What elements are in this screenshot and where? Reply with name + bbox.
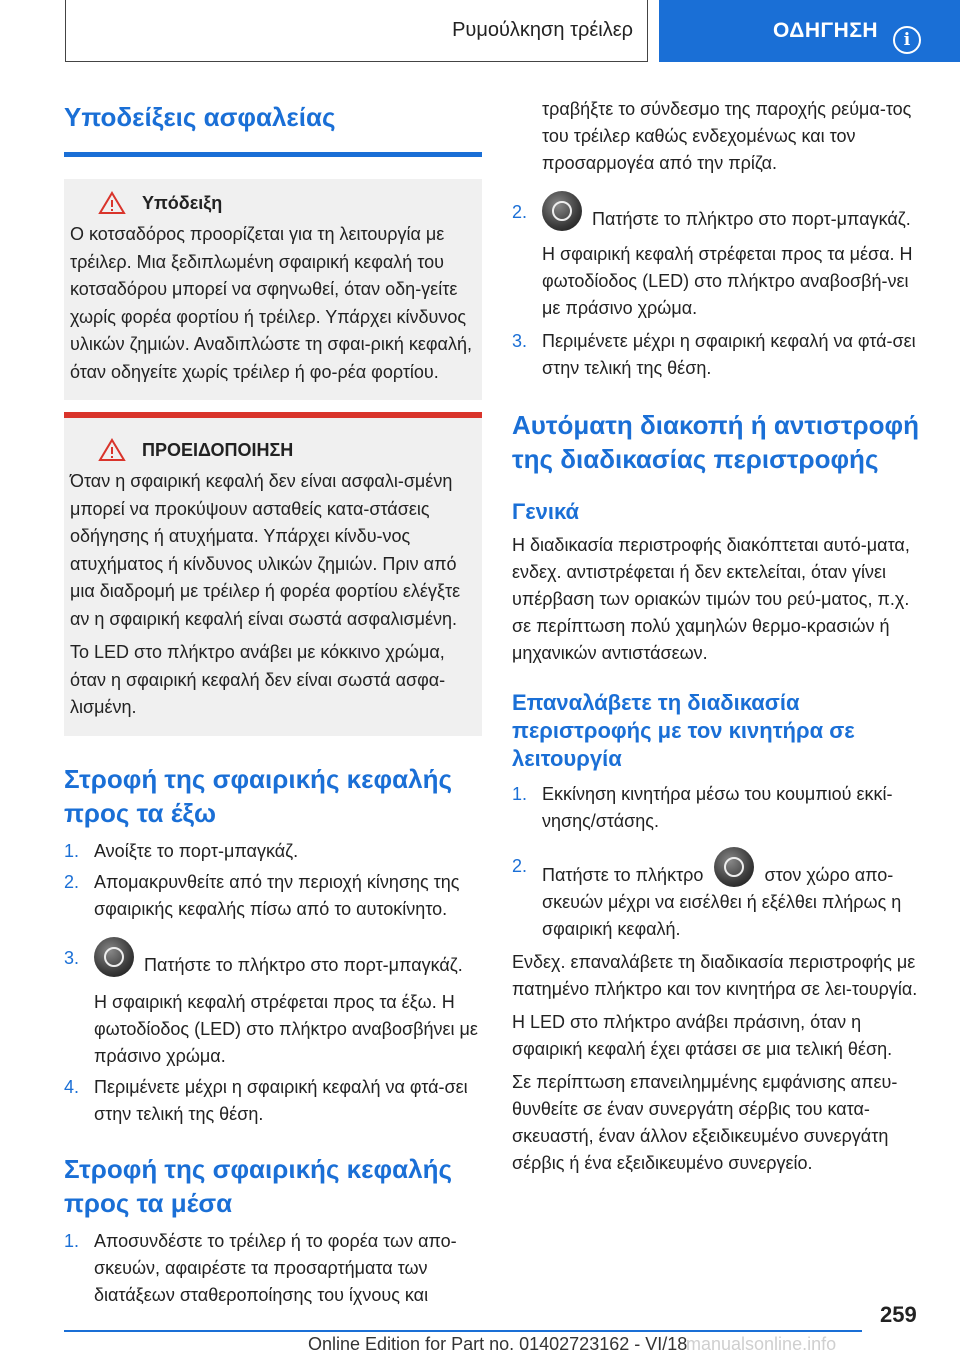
watermark: manualsonline.info bbox=[686, 1334, 837, 1354]
header-chapter-label: ΟΔΗΓΗΣΗ bbox=[773, 19, 879, 42]
left-column bbox=[64, 100, 482, 1309]
footer-rule bbox=[64, 1330, 862, 1332]
warning-title-row bbox=[70, 438, 474, 462]
general-title: Γενικά bbox=[512, 499, 580, 524]
header-section-label: Ρυμούλκηση τρέιλερ bbox=[452, 19, 633, 41]
footer-edition: Online Edition for Part no. 01402723162 - VI/18 bbox=[308, 1334, 688, 1354]
auto-stop-title: Αυτόματη διακοπή ή αντιστροφή της διαδικασίας περιστροφής bbox=[512, 410, 919, 474]
swing-out-steps bbox=[64, 838, 482, 1128]
list-item: 2. Πατήστε το πλήκτρο στον χώρο απο-σκευών μέχρι να εισέλθει ή εξέλθει πλήρως η σφαιρική κεφαλή. bbox=[512, 847, 926, 943]
trailer-hitch-button-icon bbox=[714, 847, 754, 887]
warning-box bbox=[64, 418, 482, 736]
list-item: 2. Πατήστε το πλήκτρο στο πορτ-μπαγκάζ. Η σφαιρική κεφαλή στρέφεται προς τα μέσα. Η φωτοδίοδος (LED) στο πλήκτρο αναβοσβή-νει με πράσινο χρώμα. bbox=[512, 191, 926, 322]
swing-in-steps bbox=[64, 1228, 482, 1309]
swing-out-title: Στροφή της σφαιρικής κεφαλής προς τα έξω bbox=[64, 763, 452, 828]
warning-triangle-icon bbox=[98, 191, 126, 215]
warning-title: ΠΡΟΕΙΔΟΠΟΙΗΣΗ bbox=[142, 439, 294, 460]
repeat-note-2: Η LED στο πλήκτρο ανάβει πράσινη, όταν η σφαιρική κεφαλή έχει φτάσει σε μια τελική θέση. bbox=[512, 1012, 893, 1059]
warning-triangle-icon bbox=[98, 438, 126, 462]
repeat-note-1: Ενδεχ. επαναλάβετε τη διαδικασία περιστροφής με πατημένο πλήκτρο και τον κινητήρα σε λει-τουργία. bbox=[512, 952, 918, 999]
swing-in-title: Στροφή της σφαιρικής κεφαλής προς τα μέσα bbox=[64, 1153, 452, 1218]
note-text: Ο κοτσαδόρος προορίζεται για τη λειτουργία με τρέιλερ. Μια ξεδιπλωμένη σφαιρική κεφαλή του κοτσαδόρου μπορεί να σφηνωθεί, όταν οδη-γείτε χωρίς φορέα φορτίου ή τρέιλερ. Υπάρχει κίνδυνος υλικών ζημιών. Αναδιπλώστε τη σφαι-ρική κεφαλή, όταν οδηγείτε χωρίς τρέιλερ ή φο-ρέα φορτίου. bbox=[70, 224, 472, 382]
list-item: 3. Περιμένετε μέχρι η σφαιρική κεφαλή να φτά-σει στην τελική της θέση. bbox=[512, 331, 916, 378]
title-rule bbox=[64, 152, 482, 157]
safety-title: Υποδείξεις ασφαλείας bbox=[64, 102, 336, 132]
general-text: Η διαδικασία περιστροφής διακόπτεται αυτό-ματα, ενδεχ. αντιστρέφεται ή δεν εκτελείται, όταν γίνει υπέρβαση των οριακών τιμών του ρεύ-ματος, π.χ. σε περίπτωση πολύ χαμηλών θερμο-κρασιών ή μηχανικών αντιστάσεων. bbox=[512, 535, 910, 663]
continued-step-text: τραβήξτε το σύνδεσμο της παροχής ρεύμα-τος του τρέιλερ καθώς ενδεχομένως και τον προσαρμογέα από την πρίζα. bbox=[542, 99, 912, 173]
warning-text-1: Όταν η σφαιρική κεφαλή δεν είναι ασφαλι-σμένη μπορεί να προκύψουν ασταθείς κατα-στάσεις οδήγησης ή ατυχήματα. Υπάρχει κίνδυ-νος ατυχήματος ή κίνδυνος υλικών ζημιών. Πριν από μια διαδρομή με τρέιλερ ή φορέα φορτίου ελέγξτε αν η σφαιρική κεφαλή είναι σωστά ασφαλισμένη. bbox=[70, 471, 461, 629]
list-item: 3. Πατήστε το πλήκτρο στο πορτ-μπαγκάζ. Η σφαιρική κεφαλή στρέφεται προς τα έξω. Η φωτοδίοδος (LED) στο πλήκτρο αναβοσβήνει με πράσινο χρώμα. bbox=[64, 937, 482, 1070]
repeat-title: Επαναλάβετε τη διαδικασία περιστροφής με τον κινητήρα σε λειτουργία bbox=[512, 690, 855, 771]
list-item: 2. Απομακρυνθείτε από την περιοχή κίνησης της σφαιρικής κεφαλής πίσω από το αυτοκίνητο. bbox=[64, 871, 460, 919]
note-title-row bbox=[70, 191, 474, 215]
note-title: Υπόδειξη bbox=[142, 192, 223, 213]
swing-in-steps-continued bbox=[512, 191, 926, 382]
list-item: 1. Ανοίξτε το πορτ-μπαγκάζ. bbox=[64, 840, 299, 861]
list-item: 1. Αποσυνδέστε το τρέιλερ ή το φορέα των απο-σκευών, αφαιρέστε τα προσαρτήματα των διατάξεων σταθεροποίησης του ίχνους και bbox=[64, 1230, 457, 1305]
repeat-note-3: Σε περίπτωση επανειλημμένης εμφάνισης απευ-θυνθείτε σε έναν συνεργάτη σέρβις του κατα-σκευαστή, έναν άλλον εξειδικευμένο συνεργάτη σέρβις ή ένα εξειδικευμένο συνεργείο. bbox=[512, 1072, 898, 1173]
header-section bbox=[65, 0, 648, 62]
warning-text-2: Το LED στο πλήκτρο ανάβει με κόκκινο χρώμα, όταν η σφαιρική κεφαλή δεν είναι σωστά ασφα-λισμένη. bbox=[70, 642, 446, 717]
info-icon[interactable]: i bbox=[893, 26, 921, 54]
note-box bbox=[64, 179, 482, 400]
right-column bbox=[512, 96, 926, 1177]
page-number: 259 bbox=[880, 1302, 917, 1327]
list-item: 4. Περιμένετε μέχρι η σφαιρική κεφαλή να φτά-σει στην τελική της θέση. bbox=[64, 1076, 468, 1124]
repeat-steps bbox=[512, 781, 926, 943]
trailer-hitch-button-icon bbox=[542, 191, 582, 231]
trailer-hitch-button-icon bbox=[94, 937, 134, 977]
list-item: 1. Εκκίνηση κινητήρα μέσω του κουμπιού εκκί-νησης/στάσης. bbox=[512, 784, 893, 831]
